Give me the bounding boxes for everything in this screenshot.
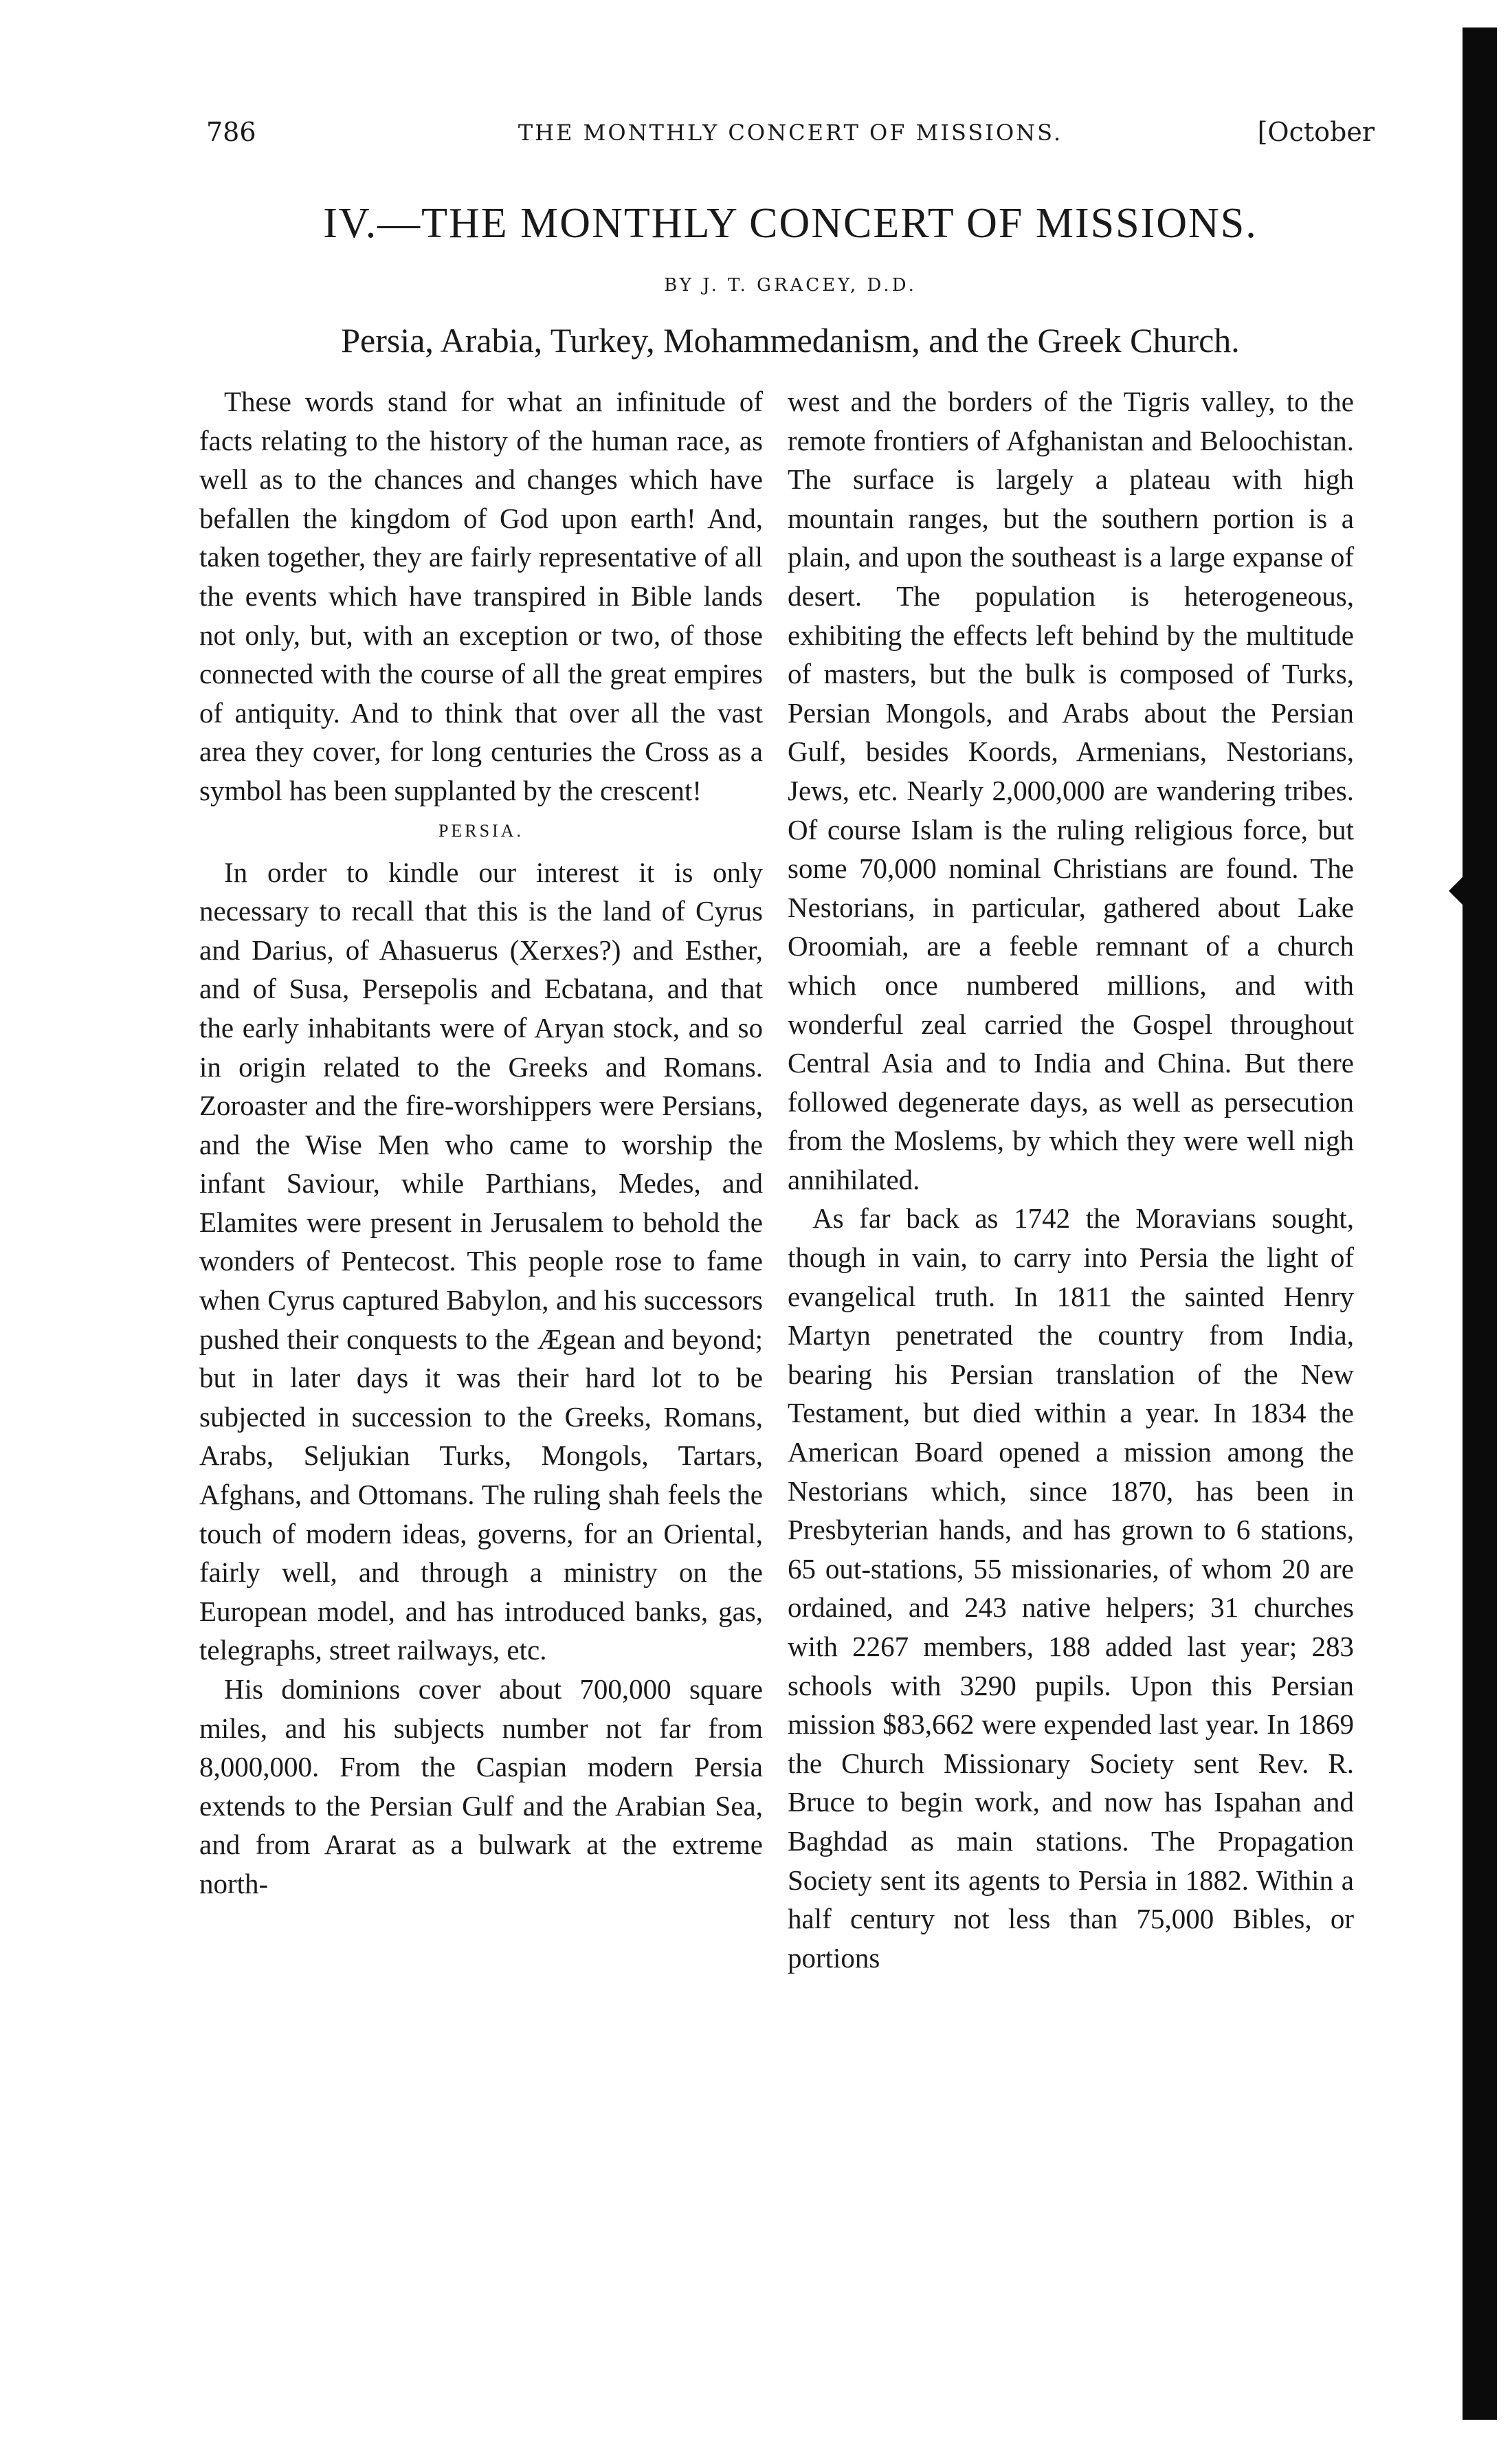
right-column [788, 382, 1354, 1977]
body-paragraph: As far back as 1742 the Moravians sought, though in vain, to carry into Persia the light of evangelical truth. In 1811 the sainted Henry Martyn penetrated the country from India, bearing his Persian translation of the New Testament, but died within a year. In 1834 the American Board opened a mission among the Nestorians which, since 1870, has been in Presbyterian hands, and has grown to 6 stations, 65 out-stations, 55 missionaries, of whom 20 are ordained, and 243 native helpers; 31 churches with 2267 members, 188 added last year; 283 schools with 3290 pupils. Upon this Persian mission $83,662 were expended last year. In 1869 the Church Missionary Society sent Rev. R. Bruce to begin work, and now has Ispahan and Baghdad as main stations. The Propagation Society sent its agents to Persia in 1882. Within a half century not less than 75,000 Bibles, or portions [788, 1202, 1354, 1974]
intro-paragraph: These words stand for what an infinitude of facts relating to the history of the human race, as well as to the chances and changes which have befallen the kingdom of God upon earth! And, taken together, they are fairly representative of all the events which have transpired in Bible lands not only, but, with an exception or two, of those connected with the course of all the great empires of antiquity. And to think that over all the vast area they cover, for long centuries the Cross as a symbol has been supplanted by the crescent! [199, 386, 763, 806]
page-number: 786 [206, 117, 256, 147]
byline: BY J. T. GRACEY, D.D. [664, 275, 917, 296]
left-column [199, 382, 763, 1903]
article-subtitle: Persia, Arabia, Turkey, Mohammedanism, and the Greek Church. [341, 321, 1240, 360]
running-title: THE MONTHLY CONCERT OF MISSIONS. [518, 120, 1063, 146]
body-paragraph: His dominions cover about 700,000 square miles, and his subjects number not far from 8,000,000. From the Caspian modern Persia extends to the Persian Gulf and the Arabian Sea, and from Ararat as a bulwark at the extreme north- [199, 1673, 763, 1899]
continued-paragraph: west and the borders of the Tigris valley, to the remote frontiers of Afghanistan and Beloochistan. The surface is largely a plateau with high mountain ranges, but the southern portion is a plain, and upon the southeast is a large expanse of desert. The population is heterogeneous, exhibiting the effects left behind by the multitude of masters, but the bulk is composed of Turks, Persian Mongols, and Arabs about the Persian Gulf, besides Koords, Armenians, Nestorians, Jews, etc. Nearly 2,000,000 are wandering tribes. Of course Islam is the ruling religious force, but some 70,000 nominal Christians are found. The Nestorians, in particular, gathered about Lake Oroomiah, are a feeble remnant of a church which once numbered millions, and with wonderful zeal carried the Gospel throughout Central Asia and to India and China. But there followed degenerate days, as well as persecution from the Moslems, by which they were well nigh annihilated. [788, 386, 1354, 1195]
body-paragraph: In order to kindle our interest it is only necessary to recall that this is the land of Cyrus and Darius, of Ahasuerus (Xerxes?) and Esther, and of Susa, Persepolis and Ecbatana, and that the early inhabitants were of Aryan stock, and so in origin related to the Greeks and Romans. Zoroaster and the fire-worshippers were Persians, and the Wise Men who came to worship the infant Saviour, while Parthians, Medes, and Elamites were present in Jerusalem to behold the wonders of Pentecost. This people rose to fame when Cyrus captured Babylon, and his successors pushed their conquests to the Ægean and beyond; but in later days it was their hard lot to be subjected in succession to the Greeks, Romans, Arabs, Seljukian Turks, Mongols, Tartars, Afghans, and Ottomans. The ruling shah feels the touch of modern ideas, governs, for an Oriental, fairly well, and through a ministry on the European model, and has introduced banks, gas, telegraphs, street railways, etc. [199, 856, 763, 1666]
scan-border-notch [1449, 873, 1467, 909]
running-month: [October [1257, 117, 1375, 147]
running-head [206, 117, 1375, 158]
section-heading: PERSIA. [438, 820, 524, 841]
scan-border-bar [1463, 27, 1497, 2420]
article-title: IV.—THE MONTHLY CONCERT OF MISSIONS. [323, 200, 1258, 247]
